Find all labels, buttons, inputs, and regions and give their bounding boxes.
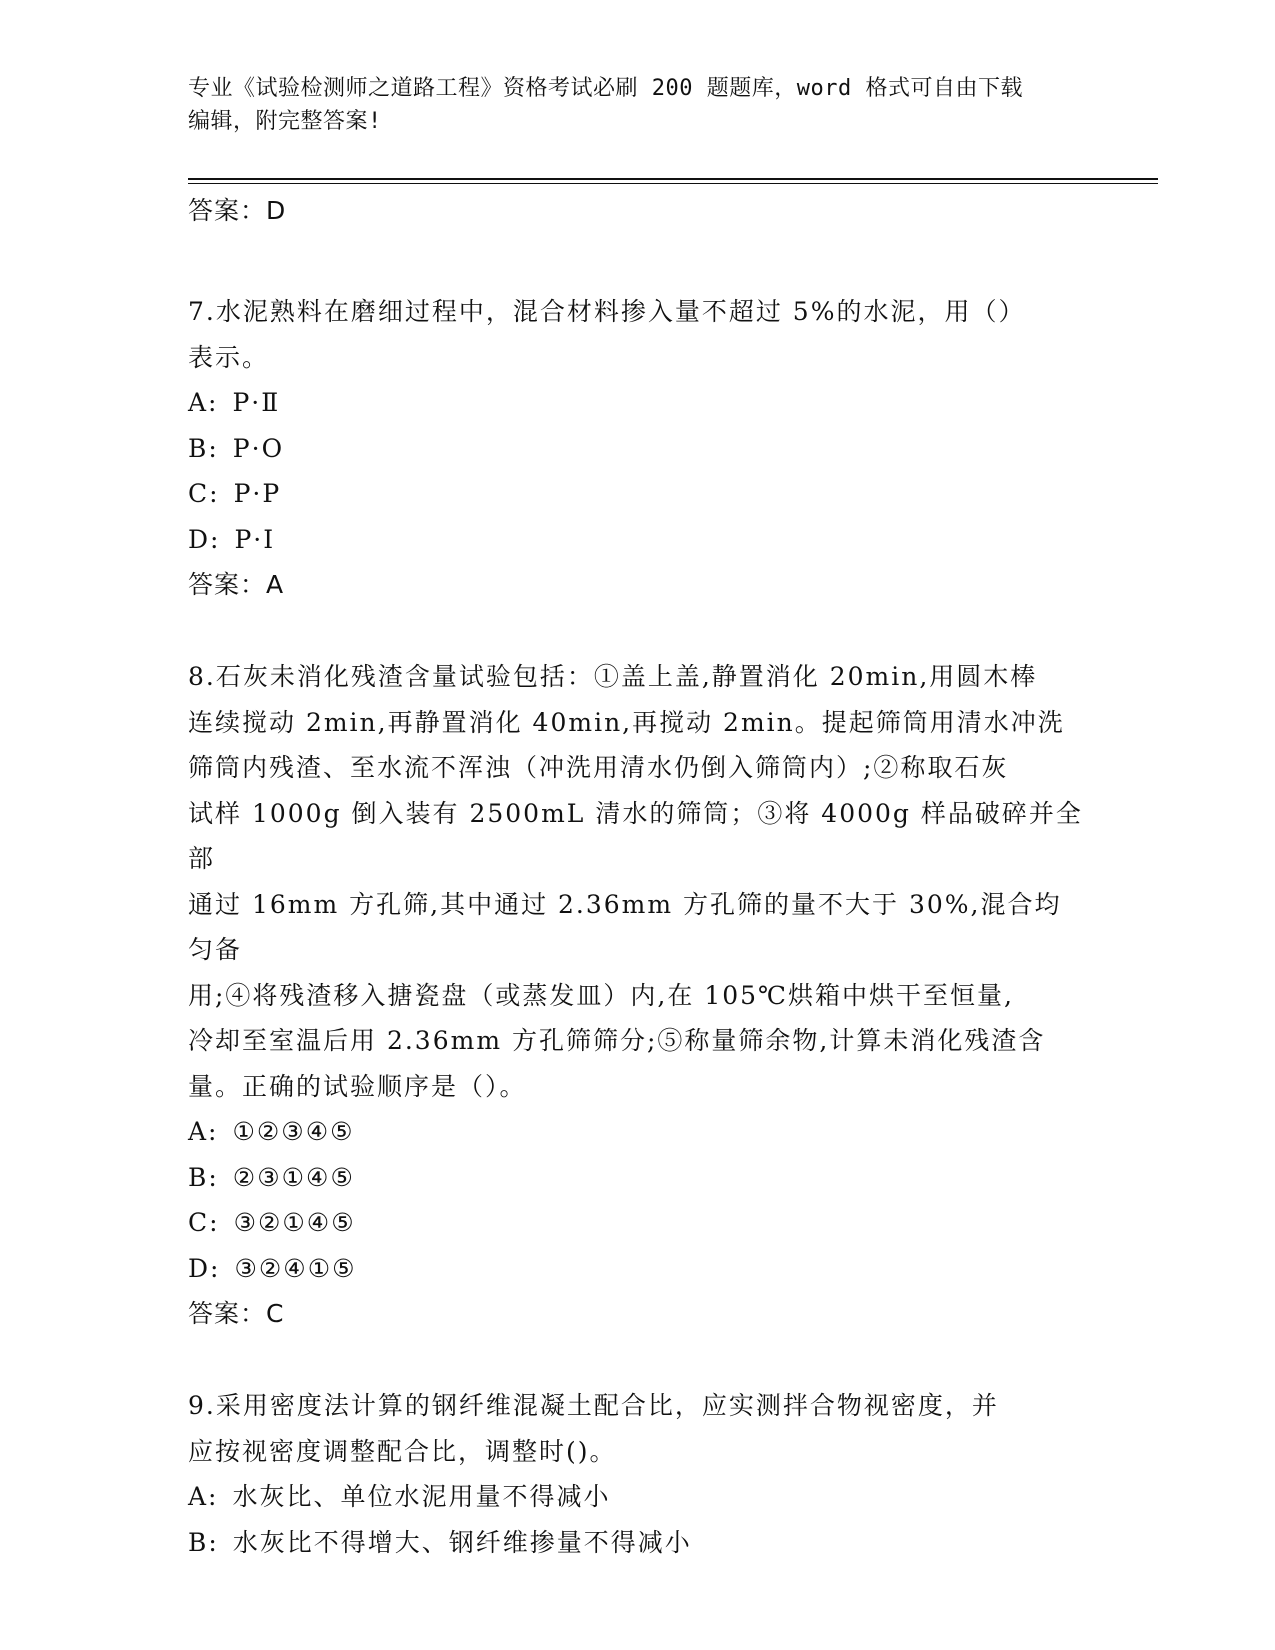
- stem-line: 连续搅动 2min,再静置消化 40min,再搅动 2min。提起筛筒用清水冲洗: [188, 707, 1065, 737]
- answer-q7: 答案：A: [188, 570, 285, 599]
- option-b: [188, 1520, 1088, 1566]
- question-9: [188, 1383, 1088, 1565]
- option-text: P·Ⅰ: [234, 524, 276, 554]
- option-text: P·P: [233, 479, 282, 508]
- question-stem: [188, 1383, 1088, 1474]
- header-divider-thick: [188, 178, 1158, 180]
- header-divider-thin: [188, 183, 1158, 184]
- option-b: [188, 1155, 1088, 1201]
- page-header: [188, 72, 1088, 138]
- stem-line: 量。正确的试验顺序是（）。: [188, 1071, 527, 1101]
- question-7: [188, 289, 1088, 608]
- stem-line: 筛筒内残渣、至水流不浑浊（冲洗用清水仍倒入筛筒内）;②称取石灰: [188, 753, 1009, 782]
- option-text: P·O: [232, 433, 285, 463]
- option-label: B:: [188, 1527, 219, 1557]
- option-text: 水灰比、单位水泥用量不得减小: [232, 1482, 611, 1511]
- option-d: [188, 1246, 1088, 1292]
- question-stem: [188, 289, 1088, 380]
- spacer: [188, 243, 1088, 289]
- option-text: P·Ⅱ: [232, 388, 281, 417]
- stem-line: 表示。: [188, 342, 270, 372]
- option-a: [188, 1109, 1088, 1155]
- spacer: [188, 1337, 1088, 1383]
- option-text: ③②④①⑤: [234, 1253, 357, 1283]
- stem-line: 试样 1000g 倒入装有 2500mL 清水的筛筒；③将 4000g 样品破碎并全部: [188, 798, 1083, 873]
- answer-q6: 答案：D: [188, 196, 287, 225]
- option-text: 水灰比不得增大、钢纤维掺量不得减小: [232, 1527, 692, 1557]
- stem-line: 用;④将残渣移入搪瓷盘（或蒸发皿）内,在 105℃烘箱中烘干至恒量,: [188, 980, 1014, 1010]
- stem-line: 7.水泥熟料在磨细过程中，混合材料掺入量不超过 5%的水泥，用（）: [188, 297, 1026, 326]
- stem-line: 8.石灰未消化残渣含量试验包括：①盖上盖,静置消化 20min,用圆木棒: [188, 662, 1038, 691]
- stem-line: 通过 16mm 方孔筛,其中通过 2.36mm 方孔筛的量不大于 30%,混合均匀备: [188, 889, 1062, 964]
- stem-line: 冷却至室温后用 2.36mm 方孔筛筛分;⑤称量筛余物,计算未消化残渣含: [188, 1026, 1046, 1055]
- option-a: [188, 1474, 1088, 1520]
- header-line-1: 专业《试验检测师之道路工程》资格考试必刷 200 题题库，word 格式可自由下载: [188, 76, 1023, 101]
- header-line-2: 编辑，附完整答案!: [188, 109, 382, 134]
- question-stem: [188, 654, 1088, 1109]
- answer-q8: 答案：C: [188, 1299, 285, 1328]
- option-label: C:: [188, 479, 220, 508]
- option-b: [188, 426, 1088, 472]
- spacer: [188, 234, 1088, 243]
- stem-line: 应按视密度调整配合比，调整时()。: [188, 1436, 617, 1466]
- option-text: ③②①④⑤: [233, 1208, 356, 1237]
- option-label: D:: [188, 524, 221, 554]
- option-c: [188, 471, 1088, 517]
- option-label: B:: [188, 1162, 219, 1192]
- option-label: D:: [188, 1253, 221, 1283]
- option-label: A:: [188, 1482, 219, 1511]
- option-label: A:: [188, 1117, 219, 1146]
- option-c: [188, 1200, 1088, 1246]
- option-label: B:: [188, 433, 219, 463]
- content: [188, 188, 1088, 1565]
- option-label: C:: [188, 1208, 220, 1237]
- question-8: [188, 654, 1088, 1337]
- stem-line: 9.采用密度法计算的钢纤维混凝土配合比，应实测拌合物视密度，并: [188, 1391, 999, 1420]
- option-label: A:: [188, 388, 219, 417]
- option-a: [188, 380, 1088, 426]
- option-text: ②③①④⑤: [232, 1162, 355, 1192]
- option-d: [188, 517, 1088, 563]
- option-text: ①②③④⑤: [232, 1117, 355, 1146]
- spacer: [188, 608, 1088, 654]
